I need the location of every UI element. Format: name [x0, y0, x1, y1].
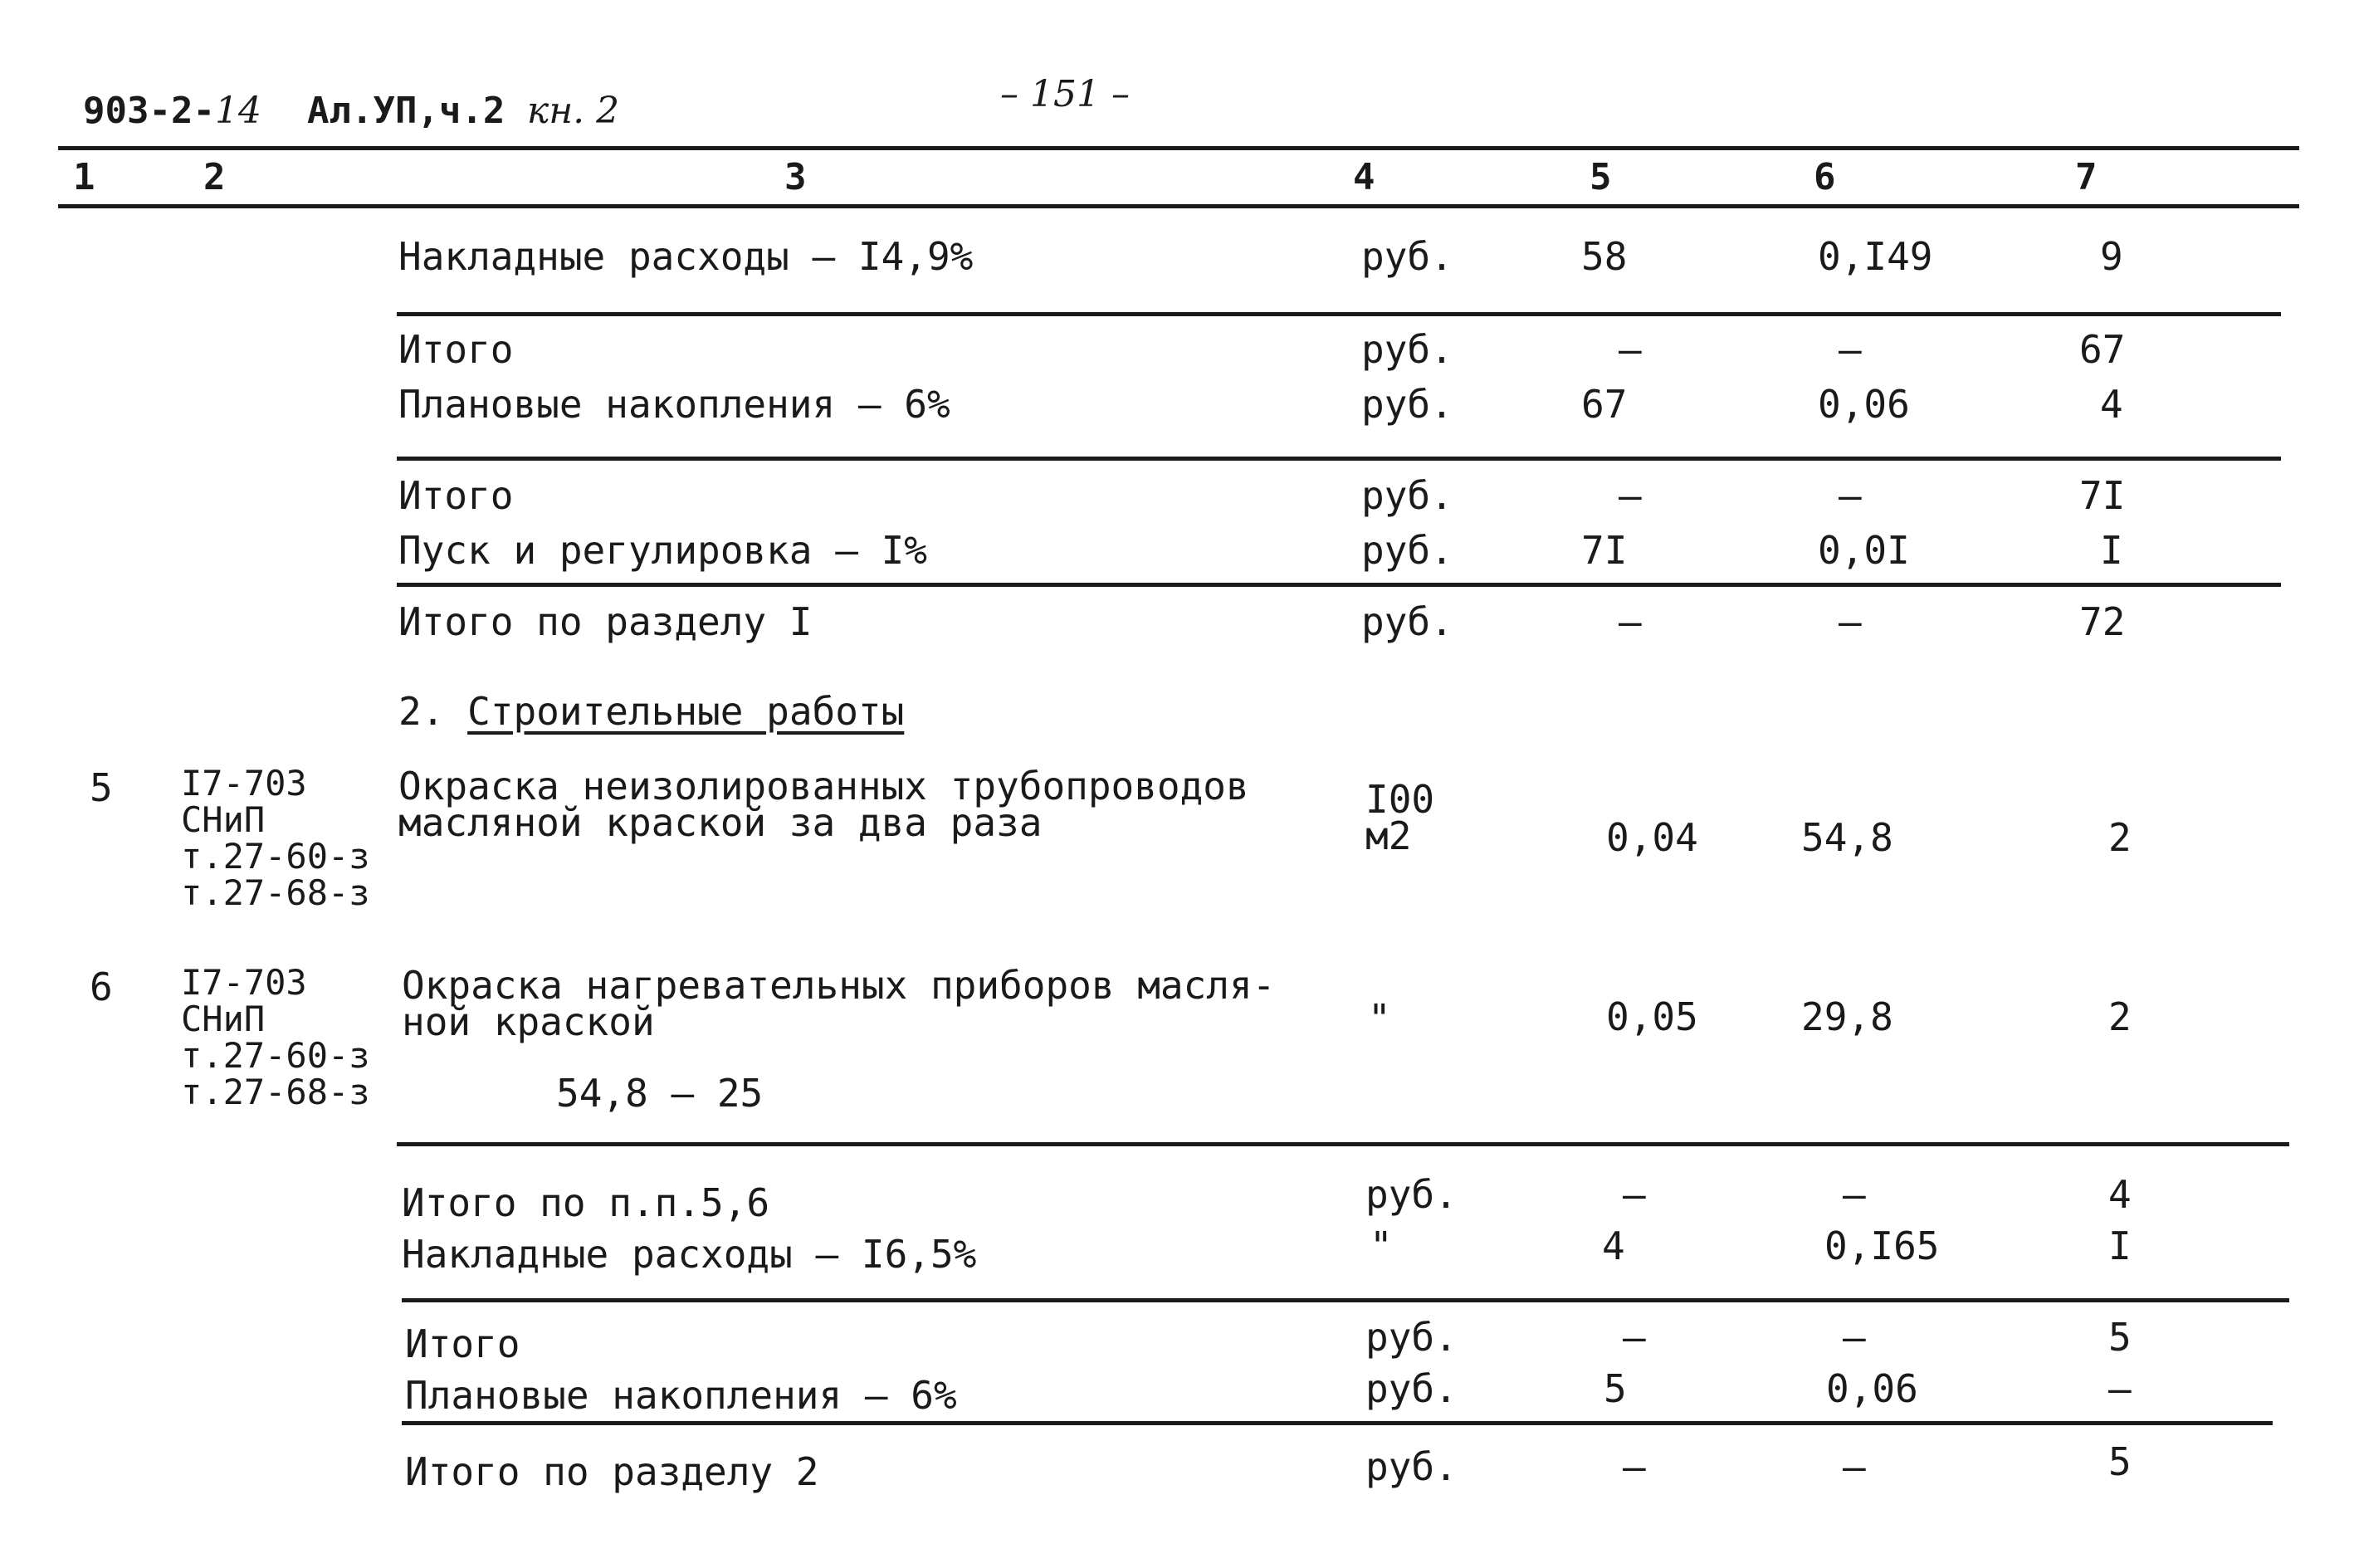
row-price: 0,06	[1826, 1366, 1918, 1411]
item-code	[181, 962, 370, 1112]
row-text: Плановые накопления – 6%	[398, 382, 950, 427]
row-price: –	[1843, 1172, 1866, 1217]
row-text: Итого по разделу I	[398, 599, 813, 644]
album-reference	[307, 90, 619, 132]
row-total: 72	[2079, 599, 2126, 644]
row-quantity: –	[1619, 473, 1642, 518]
row-total: 7I	[2079, 473, 2126, 518]
item-quantity: 0,05	[1606, 994, 1698, 1039]
item-calculation: 54,8 – 25	[556, 1071, 764, 1116]
code-line: I7-703	[181, 763, 307, 804]
item-unit: I00	[1365, 777, 1435, 822]
row-price: –	[1839, 599, 1862, 644]
row-total: I	[2100, 528, 2123, 573]
section-number: 2.	[398, 689, 445, 734]
row-separator	[402, 1421, 2273, 1425]
album-handwritten: кн. 2	[526, 90, 620, 132]
row-unit: руб.	[1361, 528, 1453, 573]
code-line: т.27-68-з	[181, 1072, 370, 1112]
album-printed: Ал.УП,ч.2	[307, 90, 505, 132]
item-description-line: Окраска нагревательных приборов масля-	[402, 963, 1276, 1008]
row-separator	[397, 312, 2281, 316]
header-top-rule	[58, 146, 2299, 150]
row-quantity: 7I	[1581, 528, 1628, 573]
row-separator	[397, 1142, 2289, 1146]
row-unit: руб.	[1365, 1172, 1458, 1217]
row-total: –	[2108, 1366, 2132, 1411]
item-total: 2	[2108, 994, 2132, 1039]
row-text: Итого по п.п.5,6	[402, 1180, 770, 1225]
page-number: – 151 –	[1000, 73, 1130, 115]
row-separator	[402, 1298, 2289, 1302]
row-price: 0,0I	[1818, 528, 1910, 573]
header-bottom-rule	[58, 204, 2299, 208]
row-quantity: –	[1623, 1172, 1646, 1217]
item-unit: м2	[1365, 813, 1412, 858]
row-price: –	[1839, 327, 1862, 372]
item-number: 6	[90, 965, 113, 1009]
row-quantity: 4	[1602, 1224, 1625, 1268]
row-text: Накладные расходы – I4,9%	[398, 234, 974, 279]
column-number-7: 7	[2075, 156, 2098, 198]
row-unit: руб.	[1365, 1444, 1458, 1489]
row-quantity: –	[1619, 599, 1642, 644]
row-quantity: 67	[1581, 382, 1628, 427]
item-number: 5	[90, 765, 113, 810]
row-text: Итого	[405, 1321, 520, 1366]
row-quantity: –	[1623, 1315, 1646, 1360]
row-unit: руб.	[1361, 473, 1453, 518]
row-total: 9	[2100, 234, 2123, 279]
row-text: Итого	[398, 473, 514, 518]
row-unit: руб.	[1365, 1366, 1458, 1411]
item-quantity: 0,04	[1606, 815, 1698, 860]
row-text: Накладные расходы – I6,5%	[402, 1232, 977, 1277]
row-separator	[397, 457, 2281, 461]
code-line: т.27-60-з	[181, 1035, 370, 1076]
row-price: –	[1839, 473, 1862, 518]
row-unit: руб.	[1361, 599, 1453, 644]
column-number-3: 3	[784, 156, 807, 198]
item-description-line: ной краской	[402, 999, 655, 1044]
row-unit: руб.	[1361, 327, 1453, 372]
item-unit: "	[1368, 996, 1391, 1041]
column-number-4: 4	[1353, 156, 1375, 198]
column-number-2: 2	[203, 156, 226, 198]
row-quantity: 58	[1581, 234, 1628, 279]
row-unit: руб.	[1361, 382, 1453, 427]
row-total: 5	[2108, 1315, 2132, 1360]
row-separator	[397, 583, 2281, 587]
section-title	[398, 689, 904, 734]
row-total: 5	[2108, 1439, 2132, 1484]
code-line: СНиП	[181, 799, 266, 840]
row-total: 4	[2108, 1172, 2132, 1217]
row-price: 0,I49	[1818, 234, 1933, 279]
row-text: Итого	[398, 327, 514, 372]
row-text: Плановые накопления – 6%	[405, 1373, 957, 1418]
code-line: I7-703	[181, 962, 307, 1003]
row-unit: руб.	[1365, 1315, 1458, 1360]
item-total: 2	[2108, 815, 2132, 860]
section-name: Строительные работы	[467, 689, 905, 734]
item-description-line: Окраска неизолированных трубопроводов	[398, 764, 1249, 808]
item-price: 29,8	[1801, 994, 1893, 1039]
code-line: СНиП	[181, 999, 266, 1039]
code-line: т.27-68-з	[181, 872, 370, 913]
row-total: 4	[2100, 382, 2123, 427]
document-code-printed: 903-2-	[83, 90, 215, 132]
column-number-6: 6	[1814, 156, 1836, 198]
item-price: 54,8	[1801, 815, 1893, 860]
document-code-handwritten: 14	[214, 90, 261, 132]
row-quantity: –	[1623, 1444, 1646, 1489]
item-code	[181, 765, 370, 911]
column-number-5: 5	[1590, 156, 1612, 198]
row-price: –	[1843, 1315, 1866, 1360]
code-line: т.27-60-з	[181, 836, 370, 877]
row-total: I	[2108, 1224, 2132, 1268]
row-unit: "	[1370, 1224, 1393, 1268]
row-total: 67	[2079, 327, 2126, 372]
row-price: –	[1843, 1444, 1866, 1489]
row-quantity: –	[1619, 327, 1642, 372]
row-unit: руб.	[1361, 234, 1453, 279]
row-quantity: 5	[1604, 1366, 1627, 1411]
row-text: Итого по разделу 2	[405, 1449, 819, 1494]
row-price: 0,06	[1818, 382, 1910, 427]
item-description-line: масляной краской за два раза	[398, 800, 1043, 845]
row-price: 0,I65	[1824, 1224, 1940, 1268]
row-text: Пуск и регулировка – I%	[398, 528, 927, 573]
document-code	[83, 90, 261, 132]
column-number-1: 1	[73, 156, 95, 198]
